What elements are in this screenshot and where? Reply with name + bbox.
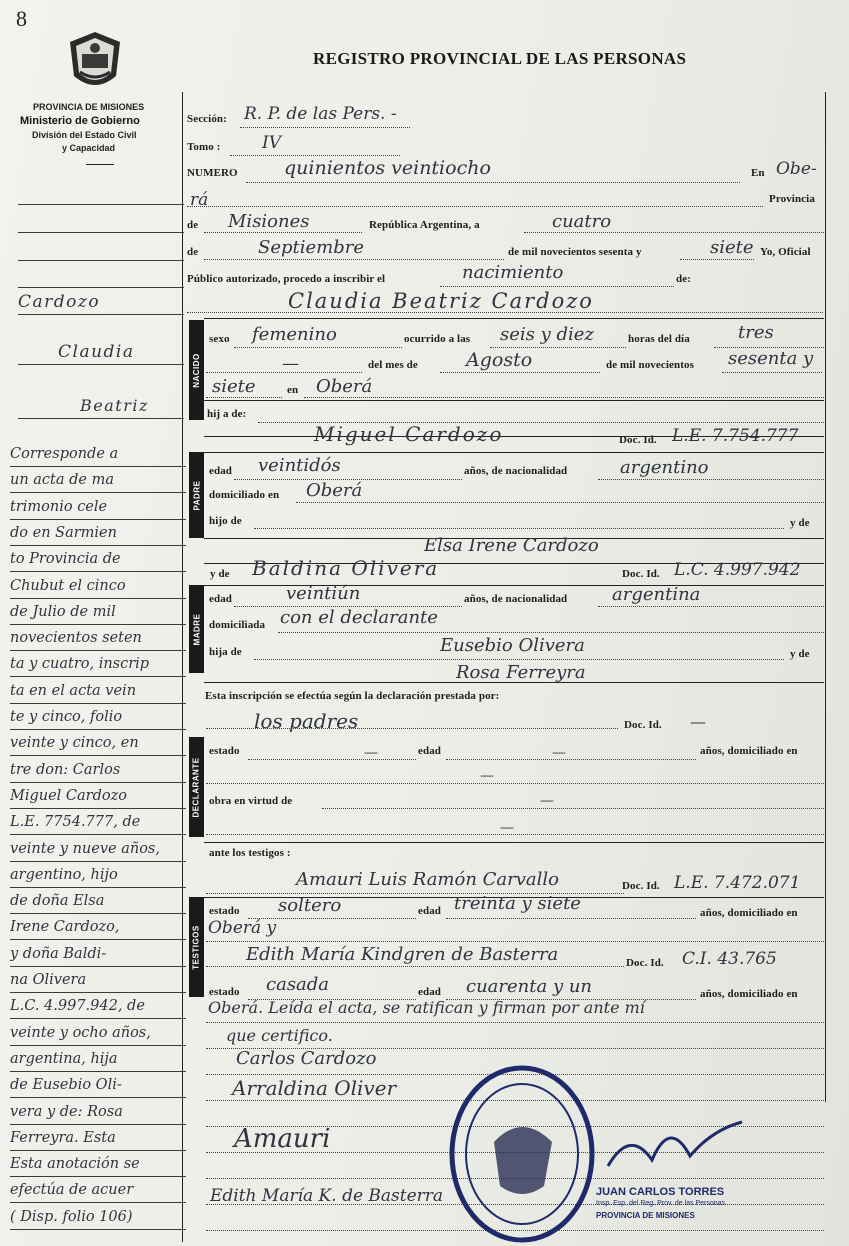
margin-note-line: ( Disp. folio 106) [10,1205,186,1230]
signature-witness2: Edith María K. de Basterra [210,1186,444,1206]
label-t2-estado: estado [209,986,240,998]
dash-nac: — [282,354,299,374]
value-en: Obe- [776,159,817,179]
label-de-colon: de: [676,273,691,285]
margin-note-line: te y cinco, folio [10,705,186,730]
value-madre-edad: veintiún [286,583,361,604]
margin-note-line: vera y de: Rosa [10,1100,186,1125]
value-dia: cuatro [552,211,612,232]
label-seccion: Sección: [187,113,227,125]
value-madre-dom: con el declarante [280,607,438,628]
label-madre-dom: domiciliada [209,619,266,631]
label-provincia: Provincia [769,193,815,205]
value-t2-doc: C.I. 43.765 [682,949,777,969]
label-ocurrido: ocurrido a las [404,333,471,345]
label-padre-hijo-de: hijo de [209,515,242,527]
margin-note-line: de doña Elsa [10,889,186,914]
dash-decl-dom: — [480,768,494,784]
value-madre-hija-de2: Rosa Ferreyra [456,662,586,683]
label-yo-oficial: Yo, Oficial [760,246,811,258]
value-hora: seis y diez [500,324,594,345]
official-signature-icon [600,1108,750,1178]
value-padre-doc: L.E. 7.754.777 [672,426,799,446]
value-t1-dom: Oberá y [208,918,277,938]
tab-nacido: NACIDO [189,320,204,420]
label-t1-edad: edad [418,905,442,917]
value-en-cont: rá [190,190,209,210]
margin-note-line: veinte y cinco, en [10,731,186,756]
dash-decl-estado: — [364,745,378,761]
margin-note-line: Corresponde a [10,442,186,467]
label-de-1: de [187,219,199,231]
value-t2-dom2: que certifico. [226,1026,333,1045]
margin-nombre2: Beatriz [80,396,149,415]
label-decl-estado: estado [209,745,240,757]
label-en2: en [287,384,299,396]
margin-note-line: un acta de ma [10,468,186,493]
margin-apellido: Cardozo [18,292,101,312]
value-decl-doc: — [690,712,706,731]
label-t2-anios: años, domiciliado en [700,988,798,1000]
margin-note-line: Miguel Cardozo [10,784,186,809]
label-publico: Público autorizado, procedo a inscribir el [187,273,386,285]
value-tomo: IV [262,133,281,153]
value-inscribir: nacimiento [462,262,564,283]
margin-note-line: novecientos seten [10,626,186,651]
margin-note-line: L.E. 7754.777, de [10,810,186,835]
label-t1-doc: Doc. Id. [622,880,660,892]
label-horas-dia: horas del día [628,333,690,345]
margin-note-line: do en Sarmien [10,521,186,546]
margin-note-line: argentina, hija [10,1047,186,1072]
label-madre-doc: Doc. Id. [622,568,660,580]
label-decl-anios: años, domiciliado en [700,745,798,757]
label-madre-y-de: y de [210,568,230,580]
value-numero: quinientos veintiocho [284,157,491,179]
margin-note-line: y doña Baldi- [10,942,186,967]
value-t2-nombre: Edith María Kindgren de Basterra [246,944,559,965]
dash-decl-edad: — [552,745,566,761]
value-padre-nombre: Miguel Cardozo [314,422,504,446]
value-t2-edad: cuarenta y un [466,976,593,997]
value-padre-nac: argentino [620,457,709,478]
value-declarante: los padres [254,709,359,733]
value-madre-doc: L.C. 4.997.942 [674,560,801,580]
label-madre-edad: edad [209,593,233,605]
value-t1-estado: soltero [278,895,342,916]
label-en: En [751,167,765,179]
dash-obra2: — [500,820,514,836]
value-madre-nombre: Baldina Olivera [252,556,440,580]
value-sexo: femenino [252,324,337,345]
label-padre-y-de: y de [790,517,810,529]
org-capacity: y Capacidad [62,143,116,153]
margin-note-line: ta y cuatro, inscrip [10,652,186,677]
label-de-2: de [187,246,199,258]
label-padre-doc: Doc. Id. [619,434,657,446]
value-madre-hija-de1: Eusebio Olivera [440,635,585,656]
label-testigos: ante los testigos : [209,847,291,859]
seal-role: Insp. Esp. del Reg. Prov. de las Personas [596,1200,726,1207]
margin-note-line: Chubut el cinco [10,574,186,599]
label-madre-y-de2: y de [790,648,810,660]
label-decl-edad: edad [418,745,442,757]
value-mes: Septiembre [258,237,364,258]
org-division: División del Estado Civil [32,130,137,140]
label-t2-edad: edad [418,986,442,998]
value-t2-dom: Oberá. Leída el acta, se ratifican y firman por ante mí [208,998,645,1017]
label-t1-estado: estado [209,905,240,917]
tab-madre: MADRE [189,585,204,673]
tab-padre: PADRE [189,452,204,538]
official-seal-icon [448,1062,596,1246]
signature-father: Carlos Cardozo [236,1048,377,1069]
margin-note-line: veinte y ocho años, [10,1021,186,1046]
label-t2-doc: Doc. Id. [626,957,664,969]
margin-note-line: L.C. 4.997.942, de [10,994,186,1019]
value-t1-edad: treinta y siete [454,893,581,914]
margin-note-line: trimonio cele [10,495,186,520]
value-seccion: R. P. de las Pers. - [244,104,397,124]
label-obra: obra en virtud de [209,795,293,807]
label-republica: República Argentina, a [369,219,480,231]
margin-note-line: argentino, hijo [10,863,186,888]
page-title: REGISTRO PROVINCIAL DE LAS PERSONAS [313,49,687,68]
margin-note-line: Irene Cardozo, [10,915,186,940]
org-province: PROVINCIA DE MISIONES [33,102,145,112]
margin-note-line: de Julio de mil [10,600,186,625]
value-padre-hijo-de: Elsa Irene Cardozo [424,535,599,556]
signature-mother: Arraldina Oliver [232,1076,397,1100]
margin-note-line: efectúa de acuer [10,1178,186,1203]
margin-note-line: tre don: Carlos [10,758,186,783]
org-ministry: Ministerio de Gobierno [20,115,140,127]
label-declaracion: Esta inscripción se efectúa según la declaración prestada por: [205,690,500,702]
coat-of-arms-icon [64,30,126,96]
margin-nombre1: Claudia [58,342,135,362]
value-t1-nombre: Amauri Luis Ramón Carvallo [296,869,560,890]
signature-witness1: Amauri [234,1124,331,1154]
tab-testigos: TESTIGOS [189,897,204,997]
margin-note-line: veinte y nueve años, [10,837,186,862]
value-provincia: Misiones [228,211,310,232]
label-de-mil2: de mil novecientos [606,359,694,371]
margin-note-line: na Olivera [10,968,186,993]
label-de-mil: de mil novecientos sesenta y [508,246,642,258]
value-nombre: Claudia Beatriz Cardozo [288,289,594,313]
margin-note-line: ta en el acta vein [10,679,186,704]
margin-note-line: de Eusebio Oli- [10,1073,186,1098]
label-mes-de: del mes de [368,359,418,371]
label-madre-hija-de: hija de [209,646,242,658]
value-padre-edad: veintidós [258,455,341,476]
value-padre-dom: Oberá [306,480,363,501]
value-anio: siete [710,237,754,258]
value-dia-nac: tres [738,322,774,343]
margin-note-line: to Provincia de [10,547,186,572]
label-madre-nac: años, de nacionalidad [464,593,568,605]
label-decl-doc: Doc. Id. [624,719,662,731]
label-t1-anios: años, domiciliado en [700,907,798,919]
label-padre-nac: años, de nacionalidad [464,465,568,477]
value-t1-doc: L.E. 7.472.071 [674,873,801,893]
value-anio-nac: sesenta y [728,348,814,369]
margin-note-line: Esta anotación se [10,1152,186,1177]
label-padre-edad: edad [209,465,233,477]
label-padre-dom: domiciliado en [209,489,280,501]
margin-note-line: Ferreyra. Esta [10,1126,186,1151]
value-lugar-nac: Oberá [316,376,373,397]
label-tomo: Tomo : [187,141,221,153]
page-number: 8 [16,6,27,31]
value-madre-nac: argentina [612,584,701,605]
label-numero: NUMERO [187,167,238,179]
seal-province: PROVINCIA DE MISIONES [596,1211,695,1220]
seal-name: JUAN CARLOS TORRES [596,1186,725,1198]
value-mes-nac: Agosto [466,349,533,371]
label-sexo: sexo [209,333,230,345]
tab-declarante: DECLARANTE [189,737,204,837]
label-hija-de: hij a de: [207,408,247,420]
dash-obra: — [540,793,554,809]
value-t2-estado: casada [266,974,330,995]
value-anio-nac2: siete [212,376,256,397]
